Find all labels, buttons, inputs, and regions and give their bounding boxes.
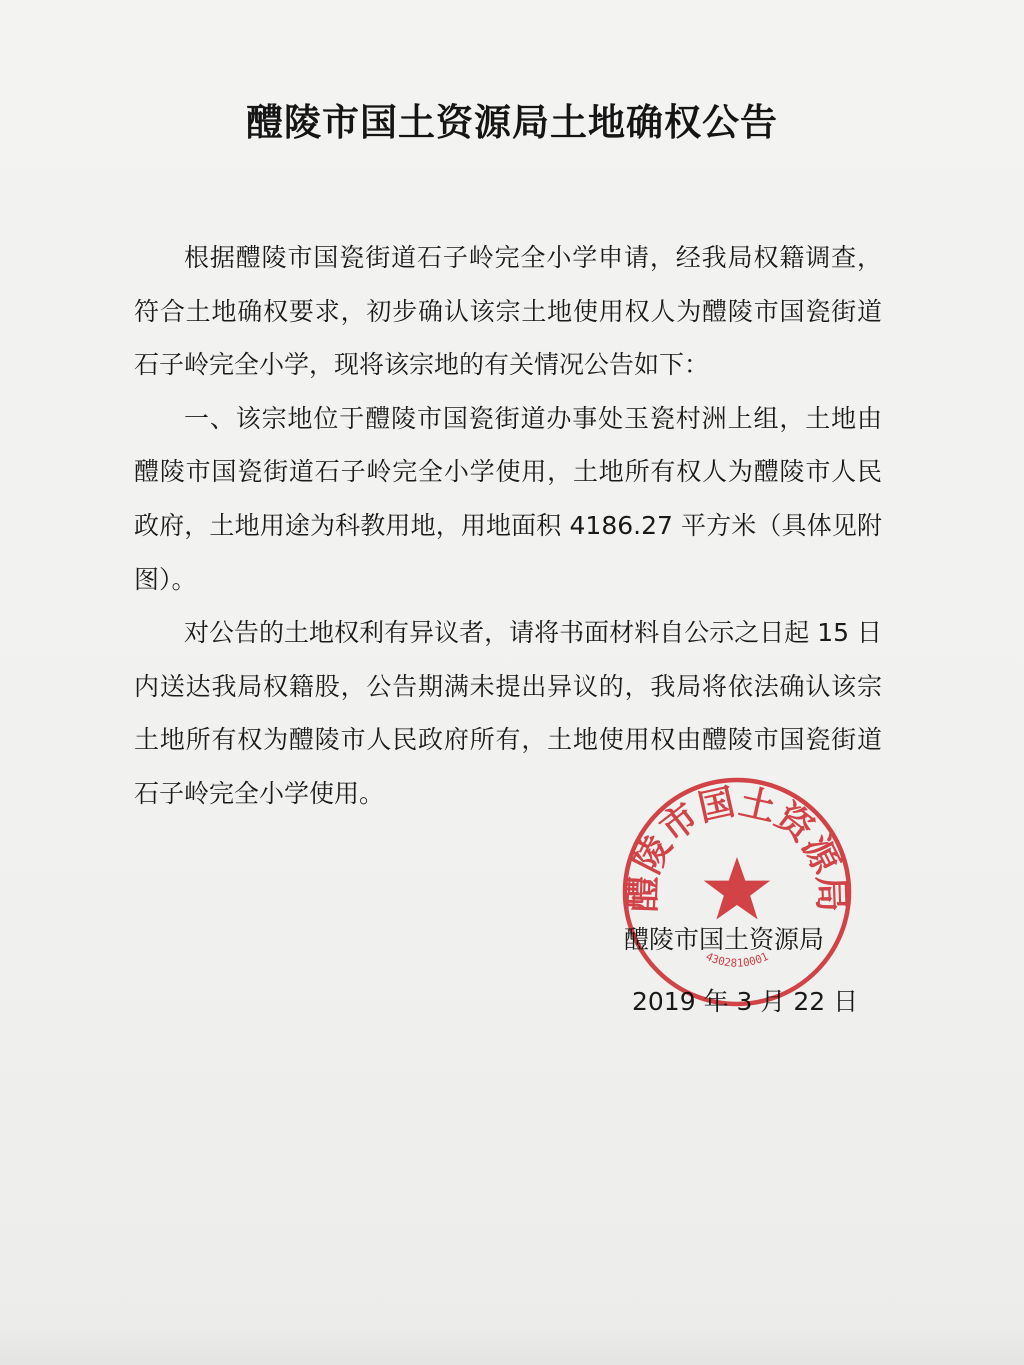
seal-text: 醴陵市国土资源局 — [622, 781, 852, 913]
paragraph-intro: 根据醴陵市国瓷街道石子岭完全小学申请，经我局权籍调查，符合土地确权要求，初步确认该宗土地使用权人为醴陵市国瓷街道石子岭完全小学，现将该宗地的有关情况公告如下： — [134, 243, 882, 380]
official-seal — [620, 775, 854, 1009]
paragraph-objection: 对公告的土地权利有异议者，请将书面材料自公示之日起 15 日内送达我局权籍股，公告期满未提出异议的，我局将依法确认该宗土地所有权为醴陵市人民政府所有，土地使用权由醴陵市国瓷街道石子岭完全小学使用。 — [134, 618, 882, 808]
signature-organization: 醴陵市国土资源局 — [624, 925, 825, 954]
signature-date: 2019 年 3 月 22 日 — [632, 987, 859, 1016]
page-shadow — [0, 1325, 1024, 1365]
document-body — [134, 231, 882, 821]
star-icon — [704, 857, 771, 919]
paragraph-item-one: 一、该宗地位于醴陵市国瓷街道办事处玉瓷村洲上组，土地由醴陵市国瓷街道石子岭完全小学使用，土地所有权人为醴陵市人民政府，土地用途为科教用地，用地面积 4186.27 平方米（具体见附图）。 — [134, 403, 882, 594]
seal-serial: 4302810001 — [703, 949, 771, 970]
document-title: 醴陵市国土资源局土地确权公告 — [246, 101, 778, 144]
